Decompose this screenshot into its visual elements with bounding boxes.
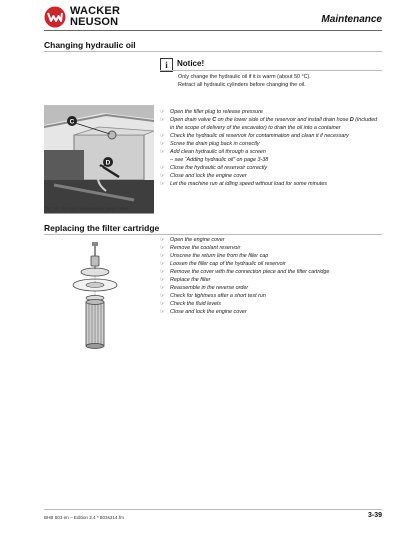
- step-item: ☞ Check for tightness after a short test run: [160, 293, 266, 299]
- step-item: ☞ Close the hydraulic oil reservoir correctly: [160, 165, 268, 171]
- notice-text: [178, 73, 378, 89]
- cross-reference-link[interactable]: – see “Adding hydraulic oil” on page 3-38: [170, 157, 269, 163]
- footer-divider: [44, 509, 382, 510]
- step-item: ☞ Add clean hydraulic oil through a screen: [160, 149, 266, 155]
- info-icon: i: [160, 58, 173, 72]
- pointing-hand-icon: ☞: [160, 237, 165, 243]
- figure-caption: Fig. 30: Hydraulic oil reservoir drain valve: [44, 206, 129, 211]
- step-item: ☞ Open the engine cover: [160, 237, 225, 243]
- heading-changing-hydraulic-oil: Changing hydraulic oil: [44, 40, 136, 50]
- heading-divider: [44, 234, 382, 235]
- pointing-hand-icon: ☞: [160, 149, 165, 155]
- notice-line-2: Retract all hydraulic cylinders before changing the oil.: [178, 82, 306, 88]
- drain-valve-illustration: [44, 105, 154, 213]
- step-list-replacing-filter: [160, 236, 382, 316]
- caption-divider: [44, 213, 154, 214]
- brand-name-line2: NEUSON: [70, 16, 119, 28]
- pointing-hand-icon: ☞: [160, 277, 165, 283]
- figure-drain-valve: [44, 105, 154, 213]
- pointing-hand-icon: ☞: [160, 117, 165, 123]
- pointing-hand-icon: ☞: [160, 245, 165, 251]
- step-list-changing-oil: [160, 108, 382, 188]
- pointing-hand-icon: ☞: [160, 261, 165, 267]
- step-item: ☞ Loosen the filler cap of the hydraulic oil reservoir: [160, 261, 286, 267]
- heading-divider: [44, 51, 382, 52]
- pointing-hand-icon: ☞: [160, 293, 165, 299]
- pointing-hand-icon: ☞: [160, 173, 165, 179]
- step-item: ☞ Close and lock the engine cover: [160, 309, 247, 315]
- heading-replacing-filter: Replacing the filter cartridge: [44, 223, 160, 233]
- step-item: ☞ Unscrew the return line from the filler cap: [160, 253, 269, 259]
- pointing-hand-icon: ☞: [160, 309, 165, 315]
- callout-d: D: [105, 159, 111, 167]
- page-number: 3-39: [367, 512, 382, 519]
- pointing-hand-icon: ☞: [160, 181, 165, 187]
- notice-line-1: Only change the hydraulic oil if it is warm (about 50 °C).: [178, 74, 311, 80]
- pointing-hand-icon: ☞: [160, 285, 165, 291]
- step-item: ☞ Remove the cover with the connection piece and the filter cartridge: [160, 269, 330, 275]
- pointing-hand-icon: ☞: [160, 165, 165, 171]
- section-title: Maintenance: [321, 14, 382, 25]
- pointing-hand-icon: ☞: [160, 269, 165, 275]
- step-item: ☞ Let the machine run at idling speed without load for some minutes: [160, 181, 328, 187]
- pointing-hand-icon: ☞: [160, 253, 165, 259]
- drain-hose-ref: D: [349, 117, 354, 123]
- step-item: ☞ Check the fluid levels: [160, 301, 221, 307]
- step-item: ☞ Screw the drain plug back in correctly: [160, 141, 260, 147]
- drain-valve-ref: C: [212, 117, 217, 123]
- filter-cartridge-illustration: [60, 242, 130, 352]
- pointing-hand-icon: ☞: [160, 301, 165, 307]
- step-item: ☞ Replace the filter: [160, 277, 211, 283]
- step-item: ☞ Check the hydraulic oil reservoir for contamination and clean it if necessary: [160, 133, 349, 139]
- step-item: ☞ Remove the coolant reservoir: [160, 245, 241, 251]
- step-item: ☞ Reassemble in the reverse order: [160, 285, 249, 291]
- pointing-hand-icon: ☞: [160, 141, 165, 147]
- pointing-hand-icon: ☞: [160, 133, 165, 139]
- step-item: ☞ Close and lock the engine cover: [160, 173, 247, 179]
- notice-title: Notice!: [177, 59, 205, 68]
- step-item: ☞ Open the filler plug to release pressure: [160, 109, 263, 115]
- notice-divider: [160, 70, 382, 71]
- header-divider: [44, 30, 382, 31]
- step-item: ☞ Open drain valve C on the lower side of the reservoir and install drain hose D (included in the scope of delivery of the excavator) to drain the oil into a container: [160, 117, 378, 131]
- wacker-neuson-logo-icon: [44, 6, 66, 28]
- callout-c: C: [69, 118, 75, 126]
- footer-edition: BHB 503 en – Edition 2.4 * 803s314.fm: [44, 515, 124, 520]
- brand-name-line1: WACKER: [70, 5, 121, 17]
- pointing-hand-icon: ☞: [160, 109, 165, 115]
